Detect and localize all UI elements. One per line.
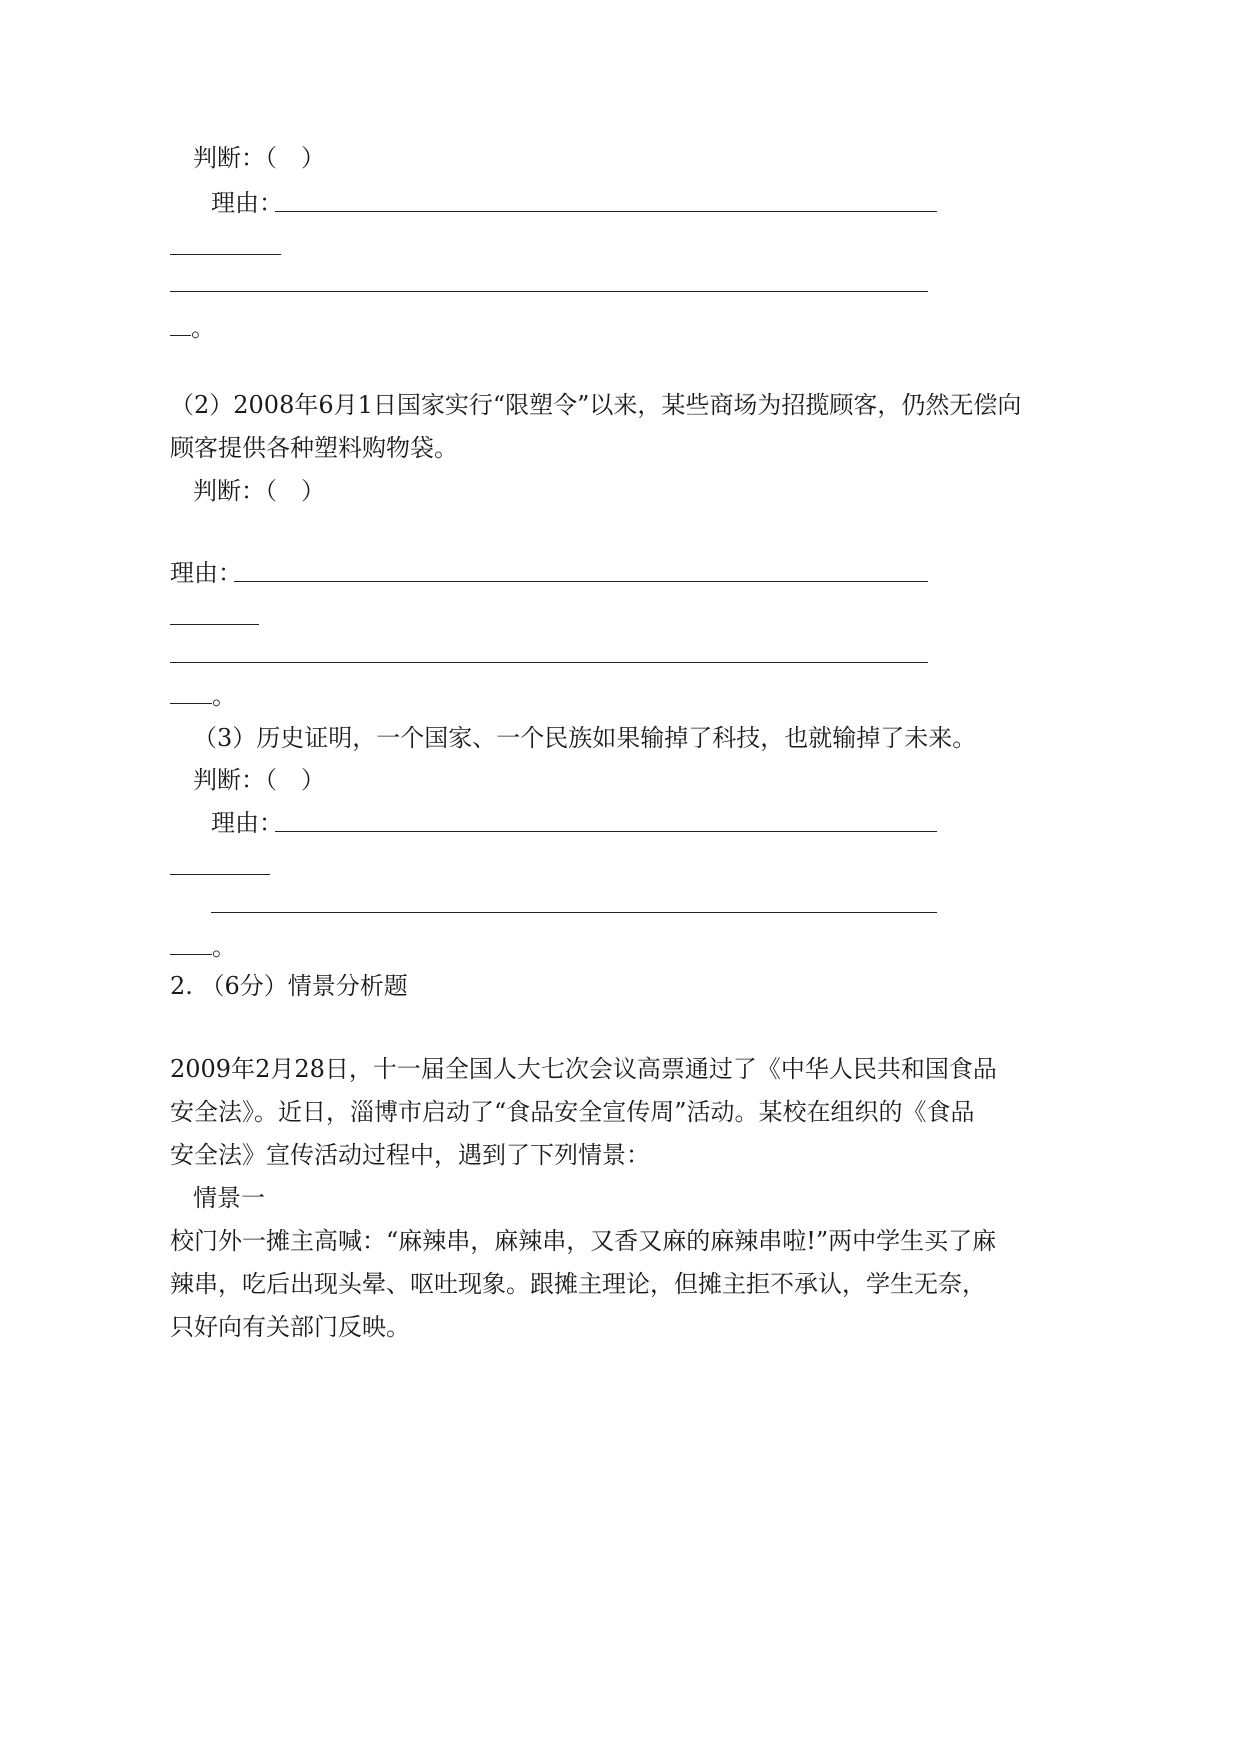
answer-blank[interactable] (170, 291, 928, 292)
intro-line-2: 安全法》。近日，淄博市启动了“食品安全宣传周”活动。某校在组织的《食品 (170, 1098, 975, 1126)
answer-end-2 (170, 681, 236, 711)
end-mark-2: 。 (212, 682, 236, 710)
answer-blank[interactable] (170, 662, 928, 663)
judge-label-1: 判断：（ ） (193, 144, 325, 172)
answer-blank[interactable] (234, 581, 928, 582)
intro-line-3: 安全法》宣传活动过程中，遇到了下列情景： (170, 1141, 650, 1169)
answer-blank[interactable] (211, 912, 937, 913)
answer-blank[interactable] (170, 874, 270, 875)
answer-end-1 (170, 313, 215, 343)
question-2-heading: 2. （6分）情景分析题 (170, 972, 408, 1000)
answer-blank-tail[interactable] (170, 953, 212, 955)
answer-end-3 (170, 932, 236, 962)
end-mark-3: 。 (212, 933, 236, 961)
reason-label-3: 理由： (211, 809, 283, 837)
scene-1-line-3: 只好向有关部门反映。 (170, 1313, 410, 1341)
end-mark-1: 。 (191, 314, 215, 342)
judge-label-3: 判断：（ ） (193, 766, 325, 794)
answer-blank[interactable] (170, 624, 259, 625)
reason-label-2: 理由： (170, 559, 242, 587)
judge-label-2: 判断：（ ） (193, 477, 325, 505)
question-2-line-2: 顾客提供各种塑料购物袋。 (170, 434, 458, 462)
question-2-line-1: （2）2008年6月1日国家实行“限塑令”以来，某些商场为招揽顾客，仍然无偿向 (170, 391, 1022, 419)
intro-line-1: 2009年2月28日，十一届全国人大七次会议高票通过了《中华人民共和国食品 (170, 1055, 997, 1083)
answer-blank-tail[interactable] (170, 334, 191, 336)
answer-blank[interactable] (275, 211, 937, 212)
scene-1-line-1: 校门外一摊主高喊：“麻辣串，麻辣串，又香又麻的麻辣串啦!”两中学生买了麻 (170, 1227, 997, 1255)
answer-blank[interactable] (170, 254, 281, 255)
scene-1-line-2: 辣串，吃后出现头晕、呕吐现象。跟摊主理论，但摊主拒不承认，学生无奈， (170, 1270, 986, 1298)
scene-1-label: 情景一 (193, 1184, 265, 1212)
reason-label-1: 理由： (211, 189, 283, 217)
question-3: （3）历史证明，一个国家、一个民族如果输掉了科技，也就输掉了未来。 (193, 724, 977, 752)
answer-blank-tail[interactable] (170, 702, 212, 704)
answer-blank[interactable] (275, 831, 937, 832)
